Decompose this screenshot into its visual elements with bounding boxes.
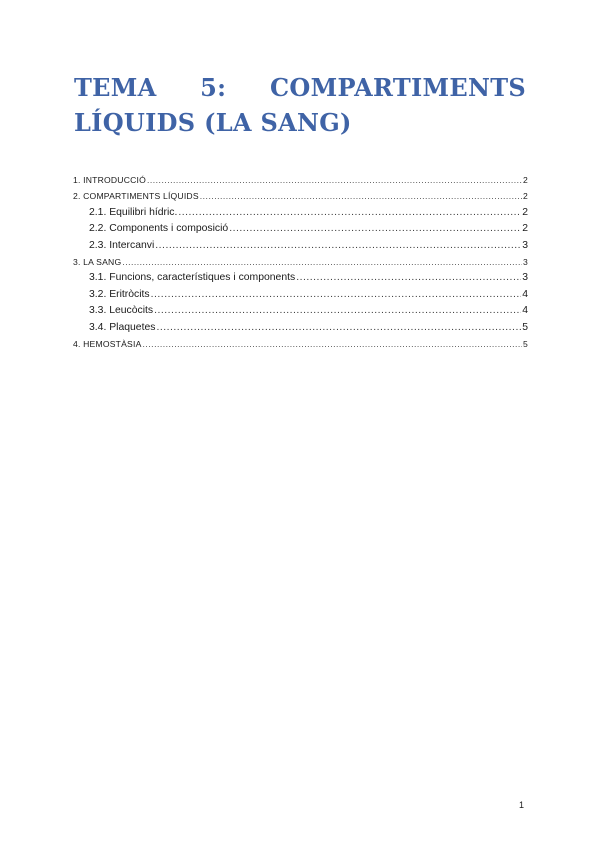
toc-entry-hemostasia[interactable] (73, 336, 528, 352)
toc-leader-dots (147, 172, 522, 188)
toc-entry-page: 2 (522, 206, 528, 218)
toc-entry-equilibri-hidric[interactable] (73, 205, 528, 221)
toc-entry-label: 2.2. Components i composició (89, 223, 229, 235)
toc-entry-page: 5 (523, 338, 528, 349)
toc-entry-label: 1. INTRODUCCIÓ (73, 175, 146, 185)
toc-leader-dots (122, 254, 522, 270)
toc-leader-dots (229, 221, 521, 237)
toc-entry-components-i-composicio[interactable] (73, 221, 528, 237)
table-of-contents (73, 172, 528, 352)
page-title: TEMA 5: COMPARTIMENTS LÍQUIDS (LA SANG) (74, 73, 526, 137)
toc-leader-dots (178, 205, 521, 221)
toc-entry-page: 3 (522, 272, 528, 284)
toc-entry-page: 4 (522, 288, 528, 300)
toc-entry-introduccio[interactable] (73, 172, 528, 188)
toc-leader-dots (200, 188, 522, 204)
toc-leader-dots (156, 320, 521, 336)
toc-entry-page: 5 (522, 321, 528, 333)
toc-entry-page: 3 (523, 256, 528, 267)
toc-entry-eritrocits[interactable] (73, 287, 528, 303)
toc-entry-label: 3.1. Funcions, característiques i components (89, 272, 296, 284)
toc-entry-label: 3.3. Leucòcits (89, 305, 154, 317)
toc-entry-page: 2 (523, 191, 528, 202)
toc-entry-label: 3. LA SANG (73, 256, 122, 267)
toc-entry-leucocits[interactable] (73, 303, 528, 319)
page-number: 1 (519, 800, 525, 810)
toc-entry-page: 4 (522, 305, 528, 317)
toc-entry-label: 3.2. Eritròcits (89, 288, 150, 300)
toc-entry-plaquetes[interactable] (73, 320, 528, 336)
toc-leader-dots (143, 336, 523, 352)
toc-entry-label: 2. COMPARTIMENTS LÍQUIDS (73, 191, 199, 202)
toc-entry-label: 2.3. Intercanvi (89, 239, 155, 251)
toc-leader-dots (296, 270, 521, 286)
toc-entry-label: 4. HEMOSTÀSIA (73, 338, 142, 349)
toc-entry-page: 2 (523, 175, 528, 185)
toc-entry-compartiments-liquids[interactable] (73, 188, 528, 204)
toc-entry-intercanvi[interactable] (73, 238, 528, 254)
toc-leader-dots (155, 238, 521, 254)
toc-leader-dots (151, 287, 522, 303)
toc-entry-page: 3 (522, 239, 528, 251)
toc-entry-funcions[interactable] (73, 270, 528, 286)
toc-entry-label: 2.1. Equilibri hídric. (89, 206, 178, 218)
toc-entry-page: 2 (522, 223, 528, 235)
toc-entry-la-sang[interactable] (73, 254, 528, 270)
toc-leader-dots (154, 303, 521, 319)
toc-entry-label: 3.4. Plaquetes (89, 321, 156, 333)
